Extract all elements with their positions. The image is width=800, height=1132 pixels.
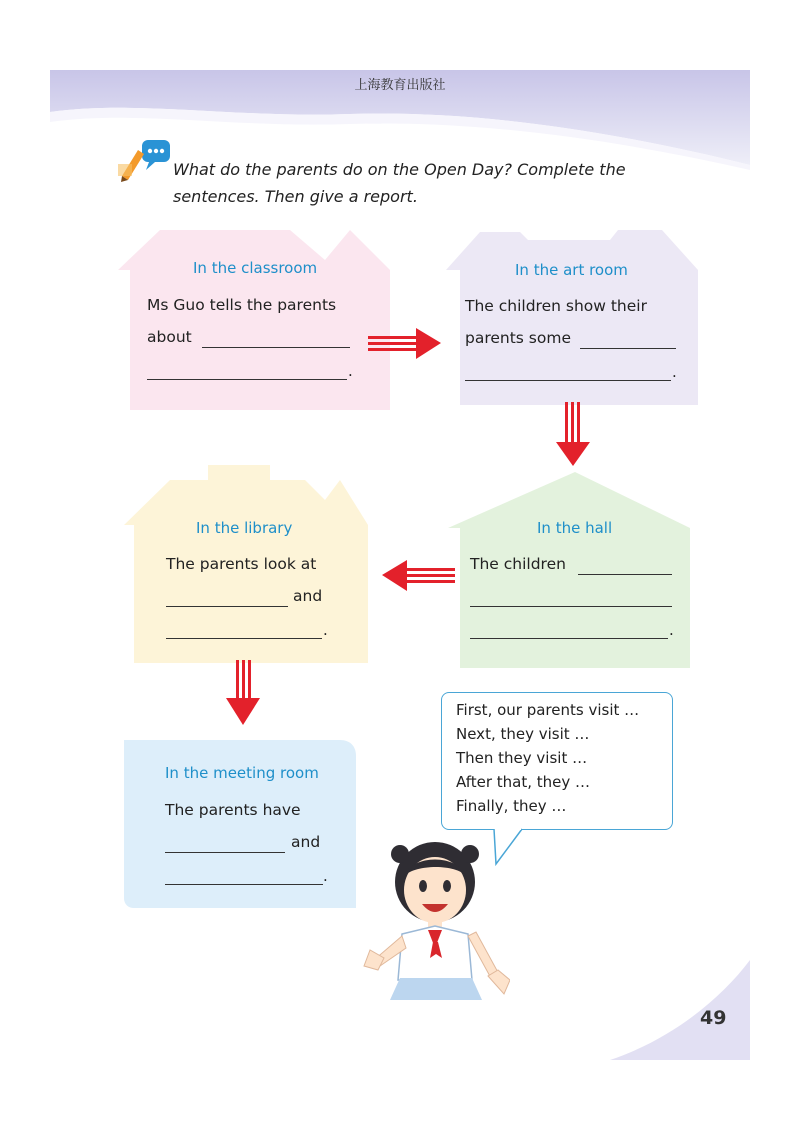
art-room-line-1: The children show their [465,297,647,315]
hall-title: In the hall [537,519,613,537]
publisher-name: 上海教育出版社 [354,78,446,93]
period-mark: . [669,621,674,639]
textbook-page [50,70,750,1060]
arrow-left-icon [382,560,455,591]
instruction-line-2: sentences. Then give a report. [173,187,418,206]
speech-line: Then they visit … [456,749,588,767]
art-room-title: In the art room [515,261,628,279]
hall-line-1: The children [470,555,566,573]
meeting-room-line-1: The parents have [165,801,301,819]
page-number: 49 [700,1007,727,1029]
library-line-1: The parents look at [166,555,317,573]
speech-line: Next, they visit … [456,725,590,743]
classroom-title: In the classroom [193,259,318,277]
art-room-line-2: parents some [465,329,572,347]
hall-blank-3[interactable] [470,638,668,639]
meeting-room-and-label: and [291,833,321,851]
arrow-down-icon [226,660,260,725]
arrow-right-icon [368,328,441,359]
library-and-label: and [293,587,323,605]
bottom-corner-decoration [610,950,750,1060]
art-room-blank-1[interactable] [580,348,676,349]
period-mark: . [323,621,328,639]
library-blank-1[interactable] [166,606,288,607]
speech-line: Finally, they … [456,797,567,815]
meeting-room-blank-1[interactable] [165,852,285,853]
meeting-room-title: In the meeting room [165,764,319,782]
period-mark: . [672,363,677,381]
instruction-line-1: What do the parents do on the Open Day? Complete the [173,160,626,179]
classroom-blank-1[interactable] [202,347,350,348]
speech-line: First, our parents visit … [456,701,640,719]
classroom-line-1: Ms Guo tells the parents [147,296,337,314]
speech-line: After that, they … [456,773,591,791]
library-title: In the library [196,519,293,537]
girl-illustration [360,830,510,1000]
speech-bubble [441,692,673,830]
hall-blank-2[interactable] [470,606,672,607]
classroom-blank-2[interactable] [147,379,347,380]
period-mark: . [348,362,353,380]
art-room-blank-2[interactable] [465,380,671,381]
hall-blank-1[interactable] [578,574,672,575]
arrow-down-icon [556,402,590,466]
classroom-line-2: about [147,328,192,346]
period-mark: . [323,867,328,885]
meeting-room-blank-2[interactable] [165,884,323,885]
library-blank-2[interactable] [166,638,322,639]
